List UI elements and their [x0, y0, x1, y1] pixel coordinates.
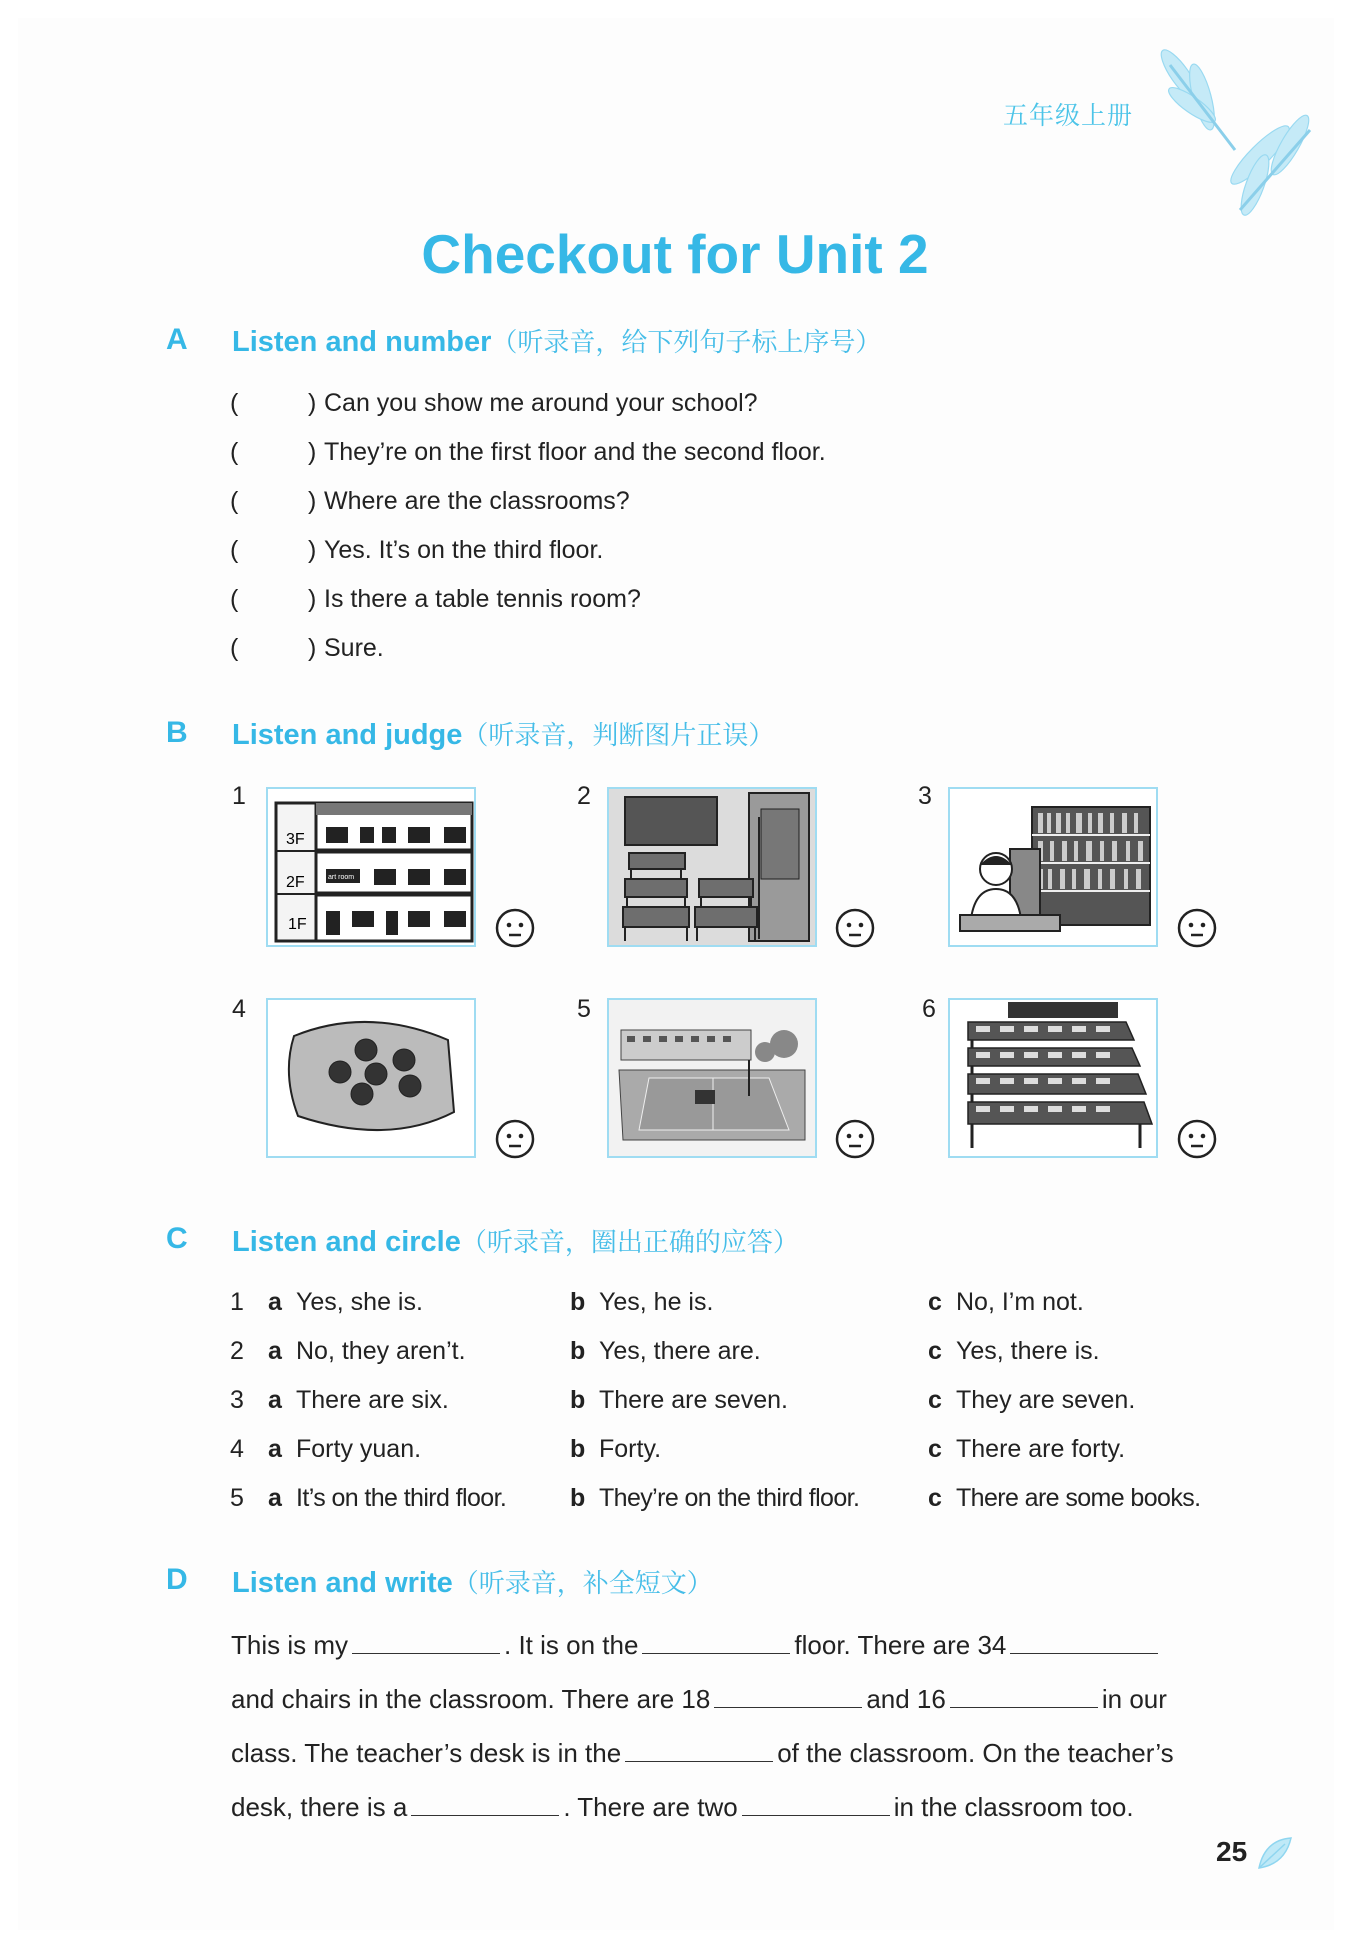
section-c-heading	[232, 1222, 799, 1259]
choice-row	[230, 1337, 1230, 1371]
number-blank-open[interactable]: (	[230, 536, 239, 564]
row-number: 1	[230, 1288, 244, 1316]
number-blank-open[interactable]: (	[230, 487, 239, 515]
option-b-letter[interactable]: b	[570, 1337, 586, 1365]
passage-line	[231, 1684, 1167, 1715]
option-a-text[interactable]: It’s on the third floor.	[296, 1484, 507, 1512]
answer-blank[interactable]	[352, 1633, 500, 1654]
section-d-heading	[232, 1563, 713, 1600]
number-blank-open[interactable]: (	[230, 634, 239, 662]
option-b-letter[interactable]: b	[570, 1288, 586, 1316]
passage-text: in our	[1101, 1684, 1167, 1714]
passage-text: and 16	[866, 1684, 946, 1714]
row-number: 3	[230, 1386, 244, 1414]
answer-blank[interactable]	[742, 1795, 890, 1816]
option-c-text[interactable]: Yes, there is.	[956, 1337, 1100, 1365]
neutral-face-icon[interactable]	[494, 1118, 536, 1165]
option-b-text[interactable]: They’re on the third floor.	[599, 1484, 860, 1512]
picture-number: 6	[922, 995, 936, 1023]
row-number: 2	[230, 1337, 244, 1365]
number-blank-open[interactable]: (	[230, 389, 239, 417]
option-a-letter[interactable]: a	[268, 1435, 282, 1463]
option-a-letter[interactable]: a	[268, 1386, 282, 1414]
option-b-text[interactable]: Forty.	[599, 1435, 662, 1463]
passage-text: . There are two	[563, 1792, 738, 1822]
answer-blank[interactable]	[714, 1687, 862, 1708]
sentence-text: Where are the classrooms?	[324, 487, 630, 515]
section-a-letter: A	[166, 323, 188, 356]
option-a-letter[interactable]: a	[268, 1337, 282, 1365]
option-c-text[interactable]: No, I’m not.	[956, 1288, 1084, 1316]
option-b-letter[interactable]: b	[570, 1435, 586, 1463]
option-c-letter[interactable]: c	[928, 1386, 942, 1414]
choice-row	[230, 1288, 1230, 1322]
option-b-text[interactable]: There are seven.	[599, 1386, 788, 1414]
section-b-title: Listen and judge	[232, 719, 463, 751]
option-a-text[interactable]: There are six.	[296, 1386, 449, 1414]
neutral-face-icon[interactable]	[834, 1118, 876, 1165]
picture-number: 5	[577, 995, 591, 1023]
picture-classroom-rows	[948, 998, 1158, 1158]
passage-text: and chairs in the classroom. There are 18	[231, 1684, 711, 1714]
picture-library-boy	[948, 787, 1158, 947]
option-b-text[interactable]: Yes, there are.	[599, 1337, 761, 1365]
picture-playground	[607, 998, 817, 1158]
dragonfly-icon	[1140, 35, 1320, 230]
section-b-letter: B	[166, 716, 188, 749]
passage-text: of the classroom. On the teacher’s	[777, 1738, 1174, 1768]
neutral-face-icon[interactable]	[834, 907, 876, 954]
row-number: 5	[230, 1484, 244, 1512]
paren-close: )	[308, 438, 317, 466]
option-b-letter[interactable]: b	[570, 1386, 586, 1414]
picture-number: 4	[232, 995, 246, 1023]
sentence-text: Is there a table tennis room?	[324, 585, 641, 613]
section-b-heading	[232, 715, 774, 752]
leaf-icon	[1255, 1834, 1295, 1879]
passage-text: floor. There are 34	[794, 1630, 1007, 1660]
passage-text: desk, there is a	[231, 1792, 408, 1822]
section-a-heading	[232, 322, 881, 359]
picture-number: 1	[232, 782, 246, 810]
neutral-face-icon[interactable]	[494, 907, 536, 954]
option-b-text[interactable]: Yes, he is.	[599, 1288, 714, 1316]
section-c-instruction: （听录音，圈出正确的应答）	[460, 1227, 799, 1257]
paren-close: )	[308, 536, 317, 564]
answer-blank[interactable]	[642, 1633, 790, 1654]
passage-text: This is my	[231, 1630, 348, 1660]
answer-blank[interactable]	[950, 1687, 1098, 1708]
section-d-instruction: （听录音，补全短文）	[452, 1568, 713, 1598]
passage-line	[231, 1630, 1162, 1661]
picture-number: 3	[918, 782, 932, 810]
option-a-text[interactable]: No, they aren’t.	[296, 1337, 466, 1365]
option-c-text[interactable]: There are some books.	[956, 1484, 1201, 1512]
passage-text: . It is on the	[504, 1630, 639, 1660]
floor-label-1f: 1F	[288, 916, 307, 933]
section-a-title: Listen and number	[232, 326, 492, 358]
option-a-text[interactable]: Yes, she is.	[296, 1288, 423, 1316]
number-blank-open[interactable]: (	[230, 585, 239, 613]
passage-text: in the classroom too.	[893, 1792, 1134, 1822]
paren-close: )	[308, 389, 317, 417]
option-b-letter[interactable]: b	[570, 1484, 586, 1512]
row-number: 4	[230, 1435, 244, 1463]
sentence-text: Yes. It’s on the third floor.	[324, 536, 604, 564]
choice-row	[230, 1484, 1230, 1518]
section-d-title: Listen and write	[232, 1567, 453, 1599]
sentence-text: Sure.	[324, 634, 384, 662]
floor-label-2f: 2F	[286, 874, 305, 891]
answer-blank[interactable]	[625, 1741, 773, 1762]
sentence-text: They’re on the first floor and the second floor.	[324, 438, 826, 466]
section-d-letter: D	[166, 1563, 188, 1596]
option-c-text[interactable]: They are seven.	[956, 1386, 1136, 1414]
passage-line	[231, 1738, 1174, 1769]
option-c-letter[interactable]: c	[928, 1435, 942, 1463]
picture-classroom-desks	[607, 787, 817, 947]
option-c-letter[interactable]: c	[928, 1288, 942, 1316]
option-c-text[interactable]: There are forty.	[956, 1435, 1126, 1463]
picture-number: 2	[577, 782, 591, 810]
option-a-letter[interactable]: a	[268, 1288, 282, 1316]
option-a-text[interactable]: Forty yuan.	[296, 1435, 422, 1463]
section-b-instruction: （听录音，判断图片正误）	[462, 720, 775, 750]
choice-row	[230, 1435, 1230, 1469]
neutral-face-icon[interactable]	[1176, 1118, 1218, 1165]
page-number: 25	[1216, 1836, 1248, 1867]
paren-close: )	[308, 487, 317, 515]
neutral-face-icon[interactable]	[1176, 907, 1218, 954]
floor-label-3f: 3F	[286, 831, 305, 848]
paren-close: )	[308, 585, 317, 613]
paren-close: )	[308, 634, 317, 662]
section-c-letter: C	[166, 1222, 188, 1255]
number-blank-open[interactable]: (	[230, 438, 239, 466]
passage-text: class. The teacher’s desk is in the	[231, 1738, 622, 1768]
section-c-title: Listen and circle	[232, 1226, 461, 1258]
passage-line	[231, 1792, 1134, 1823]
option-c-letter[interactable]: c	[928, 1484, 942, 1512]
art-room-sign: art room	[328, 874, 355, 881]
sentence-text: Can you show me around your school?	[324, 389, 758, 417]
answer-blank[interactable]	[411, 1795, 559, 1816]
section-a-instruction: （听录音，给下列句子标上序号）	[491, 327, 882, 357]
option-c-letter[interactable]: c	[928, 1337, 942, 1365]
choice-row	[230, 1386, 1230, 1420]
picture-apples-plate	[266, 998, 476, 1158]
answer-blank[interactable]	[1010, 1633, 1158, 1654]
page-title: Checkout for Unit 2	[421, 223, 929, 285]
option-a-letter[interactable]: a	[268, 1484, 282, 1512]
picture-building	[266, 787, 476, 947]
grade-label: 五年级上册	[1003, 102, 1134, 130]
